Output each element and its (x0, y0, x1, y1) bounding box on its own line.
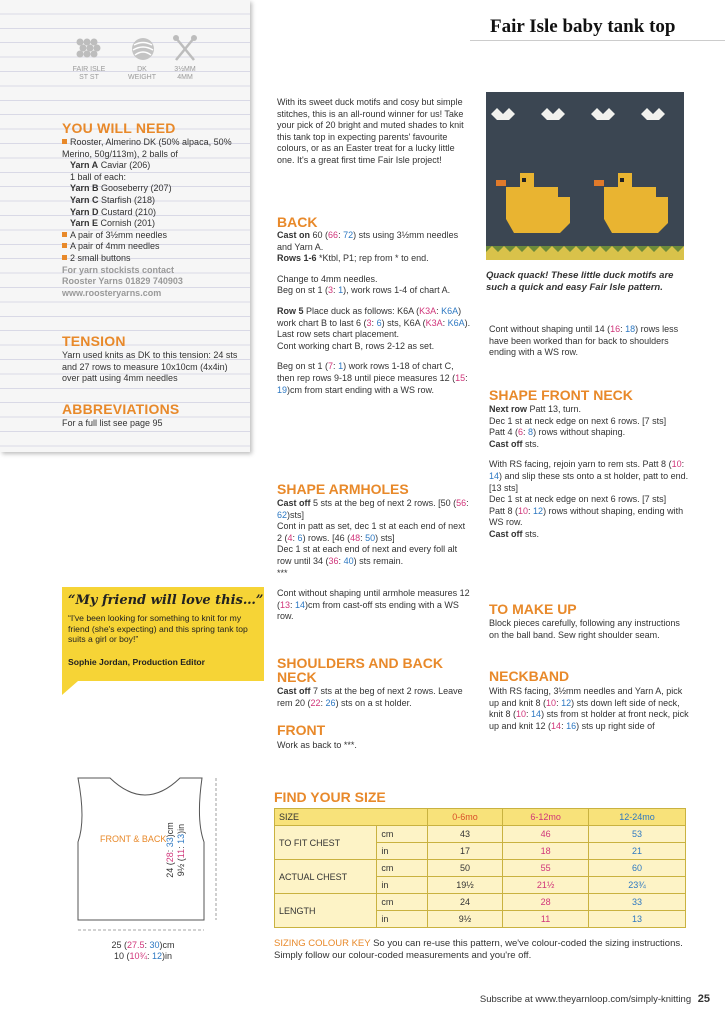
quote-box (62, 587, 264, 681)
front-neck-instructions: Next row Patt 13, turn. Dec 1 st at neck edge on next 6 rows. [7 sts] Patt 4 (6: 8) rows without shaping. Cast off sts. With RS facing, rejoin yarn to rem sts. Patt 8 (10: 14) and slip these sts onto a st holder, patt to end. [13 sts] Dec 1 st at neck edge on next 6 rows. [7 sts] Patt 8 (10: 12) rows without shaping, ending with WS row. Cast off sts. (489, 404, 689, 539)
find-your-size-heading: FIND YOUR SIZE (274, 789, 386, 805)
fair-isle-label: FAIR ISLE ST ST (72, 66, 106, 81)
neckband-text: With RS facing, 3½mm needles and Yarn A, pick up and knit 8 (10: 12) sts down left side of neck, knit 8 (10: 14) sts from st holder at front neck, pick up and knit 12 (14: 16) sts up right side of (489, 686, 689, 731)
table-row: in 17 18 21 (275, 843, 686, 860)
table-row: in 9½ 11 13 (275, 911, 686, 928)
quote-text: “I've been looking for something to knit for my friend (she's expecting) and this spring tank top suits a girl or boy!” (68, 613, 248, 644)
duck-motif-photo (486, 92, 684, 260)
back-heading: BACK (277, 214, 318, 230)
front-instructions: Work as back to ***. (277, 740, 357, 750)
website-link[interactable]: www.roosteryarns.com (62, 287, 162, 298)
front-continued: Cont without shaping until 14 (16: 18) rows less have been worked than for back to shoulders ending with a WS row. (489, 324, 679, 358)
yarn-ball-icon (130, 36, 156, 62)
armholes-instructions: Cast off 5 sts at the beg of next 2 rows. [50 (56: 62)sts] Cont in patt as set, dec 1 st at each end of next 2 (4: 6) rows. [46 (48: 50) sts] Dec 1 st at each end of next and every foll alt row until 34 (36: 40) sts remain. *** Cont without shaping until armhole measures 12 (13: 14)cm from cast-off sts ending with a WS row. (277, 498, 470, 622)
photo-caption: Quack quack! These little duck motifs are such a quick and easy Fair Isle pattern. (486, 270, 674, 293)
abbreviations-text: For a full list see page 95 (62, 418, 163, 428)
needle-size-label: 3½MM 4MM (174, 66, 196, 81)
neckband-heading: NECKBAND (489, 668, 570, 684)
table-row: in 19½ 21½ 23¾ (275, 877, 686, 894)
back-instructions: Cast on 60 (66: 72) sts using 3½mm needles and Yarn A. Rows 1-6 *Ktbl, P1; rep from * to end. Change to 4mm needles. Beg on st 1 (3: 1), work rows 1-4 of chart A. Row 5 Place duck as follows: K6A (K3A: K6A) work chart B to last 6 (3: 6) sts, K6A (K3A: K6A). Last row sets chart placement. Cont working chart B, rows 2-12 as set. Beg on st 1 (7: 1) work rows 1-18 of chart C, then rep rows 9-18 until piece measures 12 (15: 19)cm from start ending with a WS row. (277, 230, 471, 395)
sizing-key-label: SIZING COLOUR KEY (274, 938, 371, 949)
tension-text: Yarn used knits as DK to this tension: 24 sts and 27 rows to measure 10x10cm (4x4in) over patt using 4mm needles (62, 350, 238, 384)
schematic-label: FRONT & BACK (100, 834, 167, 844)
abbreviations-heading: ABBREVIATIONS (62, 401, 180, 417)
bullet-icon (62, 232, 67, 237)
sidebar (0, 0, 250, 452)
you-will-need-heading: YOU WILL NEED (62, 120, 176, 136)
materials-list: Rooster, Almerino DK (50% alpaca, 50% Merino, 50g/113m), 2 balls of Yarn A Caviar (206) 1 ball of each: Yarn B Gooseberry (207) Yarn C Starfish (218) Yarn D Custard (210) Yarn E Cornish (201) A pair of 3½mm needles A pair of 4mm needles 2 small buttons For yarn stockists contact Rooster Yarns 01829 740903 www.roosteryarns.com (62, 137, 242, 299)
front-heading: FRONT (277, 722, 326, 738)
size-table (274, 808, 686, 928)
page-header (470, 10, 725, 41)
table-header-row: SIZE 0-6mo 6-12mo 12-24mo (275, 809, 686, 826)
tension-heading: TENSION (62, 333, 126, 349)
needles-icon (172, 34, 198, 62)
table-row: LENGTH cm 24 28 33 (275, 894, 686, 911)
table-row: TO FIT CHEST cm 43 46 53 (275, 826, 686, 843)
page-number: 25 (697, 993, 710, 1005)
bullet-icon (62, 139, 67, 144)
make-up-text: Block pieces carefully, following any instructions on the ball band. Sew right shoulder seam. (489, 618, 680, 640)
sizing-key-text: So you can re-use this pattern, we've colour-coded the sizing instructions. Simply follow our colour-coded measurements and you're off. (274, 938, 683, 961)
sizing-colour-key (274, 938, 694, 962)
width-measurement: 25 (27.5: 30)cm 10 (10¾: 12)in (111, 940, 175, 961)
front-neck-heading: SHAPE FRONT NECK (489, 387, 633, 403)
armholes-heading: SHAPE ARMHOLES (277, 481, 409, 497)
footer-link[interactable]: Subscribe at www.theyarnloop.com/simply-knitting (479, 994, 692, 1005)
fair-isle-icon (75, 37, 103, 61)
quote-tail (62, 681, 78, 695)
intro-text: With its sweet duck motifs and cosy but simple stitches, this is an all-round winner for us! Take your pick of 20 bright and muted shades to knit this tank top in expecting parents' favourite colours, or as an Easter treat for a lucky little one. It's a great first time Fair Isle project! (277, 97, 464, 165)
quote-title: “My friend will love this…” (68, 593, 264, 608)
page-title: Fair Isle baby tank top (490, 16, 676, 37)
make-up-heading: TO MAKE UP (489, 601, 577, 617)
table-row: ACTUAL CHEST cm 50 55 60 (275, 860, 686, 877)
weight-label: DK WEIGHT (128, 66, 156, 81)
bullet-icon (62, 243, 67, 248)
shoulders-instructions: Cast off 7 sts at the beg of next 2 rows. Leave rem 20 (22: 26) sts on a st holder. (277, 686, 463, 708)
quote-author: Sophie Jordan, Production Editor (68, 657, 206, 667)
footer (440, 993, 710, 1005)
bullet-icon (62, 255, 67, 260)
height-measurement: 24 (28: 33)cm 9½ (11: 13)in (165, 822, 186, 878)
shoulders-heading: SHOULDERS AND BACK NECK (277, 655, 443, 685)
